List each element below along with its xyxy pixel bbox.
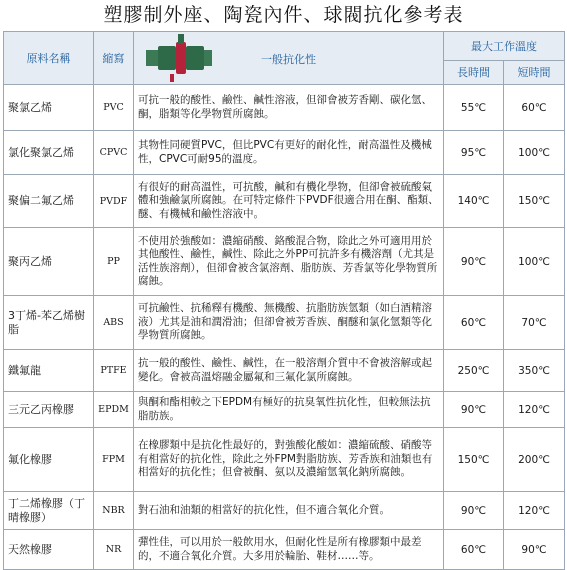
material-abbr: PTFE: [94, 350, 134, 392]
long-time-temp: 140℃: [444, 175, 504, 228]
short-time-temp: 70℃: [504, 296, 565, 350]
short-time-temp: 350℃: [504, 350, 565, 392]
table-row: [4, 392, 565, 428]
material-description: 彈性佳，可以用於一般飲用水，但耐化性是所有橡膠類中最差的，不適合氧化介質。大多用於輪胎、鞋材……等。: [134, 530, 444, 570]
material-name: 三元乙丙橡膠: [4, 392, 94, 428]
short-time-temp: 100℃: [504, 228, 565, 296]
material-name: 氯化聚氯乙烯: [4, 131, 94, 175]
header-property: [134, 32, 444, 85]
short-time-temp: 90℃: [504, 530, 565, 570]
long-time-temp: 90℃: [444, 492, 504, 530]
short-time-temp: 120℃: [504, 492, 565, 530]
short-time-temp: 60℃: [504, 85, 565, 131]
material-abbr: ABS: [94, 296, 134, 350]
table-row: [4, 175, 565, 228]
material-abbr: NBR: [94, 492, 134, 530]
material-description: 對石油和油類的相當好的抗化性，但不適合氧化介質。: [134, 492, 444, 530]
short-time-temp: 150℃: [504, 175, 565, 228]
material-abbr: FPM: [94, 428, 134, 492]
header-property-label: 一般抗化性: [261, 53, 316, 66]
table-row: [4, 85, 565, 131]
material-name: 聚偏二氟乙烯: [4, 175, 94, 228]
material-name: 天然橡膠: [4, 530, 94, 570]
material-abbr: CPVC: [94, 131, 134, 175]
table-row: [4, 350, 565, 392]
material-abbr: PP: [94, 228, 134, 296]
header-abbr: 縮寫: [94, 32, 134, 85]
material-name: 聚氯乙烯: [4, 85, 94, 131]
table-row: [4, 428, 565, 492]
header-long-time: 長時間: [444, 60, 504, 84]
table-row: [4, 131, 565, 175]
material-abbr: PVDF: [94, 175, 134, 228]
header-max-temp: 最大工作溫度: [444, 32, 565, 61]
short-time-temp: 200℃: [504, 428, 565, 492]
material-description: 其物性同硬質PVC，但比PVC有更好的耐化性，耐高溫性及機械性，CPVC可耐95的溫度。: [134, 131, 444, 175]
material-name: 3丁烯-苯乙烯樹脂: [4, 296, 94, 350]
material-abbr: EPDM: [94, 392, 134, 428]
short-time-temp: 120℃: [504, 392, 565, 428]
material-name: 聚丙乙烯: [4, 228, 94, 296]
chemical-resistance-table: [3, 31, 565, 570]
header-short-time: 短時間: [504, 60, 565, 84]
material-name: 鐵氟龍: [4, 350, 94, 392]
long-time-temp: 90℃: [444, 392, 504, 428]
material-description: 與酮和酯相較之下EPDM有極好的抗臭氧性抗化性，但較無法抗脂肪族。: [134, 392, 444, 428]
long-time-temp: 55℃: [444, 85, 504, 131]
material-description: 有很好的耐高溫性，可抗酸，鹹和有機化學物，但卻會被硫酸氣體和強鹼氯所腐蝕。在可特定條件下PVDF很適合用在酮、酯類、醚、有機械和鹼性溶液中。: [134, 175, 444, 228]
material-name: 丁二烯橡膠（丁晴橡膠）: [4, 492, 94, 530]
material-description: 可抗一般的酸性、鹼性、鹹性溶液，但卻會被芳香剛、碳化氫、酮，脂類等化學物質所腐蝕。: [134, 85, 444, 131]
long-time-temp: 60℃: [444, 296, 504, 350]
table-row: [4, 492, 565, 530]
page-title: 塑膠制外座、陶瓷內件、球閥抗化參考表: [103, 4, 464, 26]
header-material: 原料名稱: [4, 32, 94, 85]
header-row: [4, 32, 565, 61]
long-time-temp: 90℃: [444, 228, 504, 296]
long-time-temp: 60℃: [444, 530, 504, 570]
long-time-temp: 250℃: [444, 350, 504, 392]
long-time-temp: 150℃: [444, 428, 504, 492]
long-time-temp: 95℃: [444, 131, 504, 175]
material-description: 抗一般的酸性、鹼性、鹹性，在一般溶劑介質中不會被溶解或起變化。會被高溫熔融金屬氟和三氟化氯所腐蝕。: [134, 350, 444, 392]
material-abbr: NR: [94, 530, 134, 570]
table-row: [4, 530, 565, 570]
table-row: [4, 296, 565, 350]
material-abbr: PVC: [94, 85, 134, 131]
material-description: 在橡膠類中是抗化性最好的，對強酸化酸如：濃縮硫酸、硝酸等有相當好的抗化性，除此之外FPM對脂肪族、芳香族和油類也有相當好的抗化性；但會被酮、氨以及濃縮氫氧化鈉所腐蝕。: [134, 428, 444, 492]
material-description: 可抗鹼性、抗稀釋有機酸、無機酸、抗脂肪族氫類（如白酒精溶液）尤其是油和潤滑油；但卻會被芳香族、酮醚和氯化氫類等化學物質所腐蝕。: [134, 296, 444, 350]
material-description: 不使用於強酸如：濃縮硝酸、鉻酸混合物，除此之外可適用用於其他酸性、鹼性，鹹性、除此之外PP可抗許多有機溶劑（尤其是活性族溶劑），但卻會被含氯溶劑、脂肪族、芳香氯等化學物質所腐蝕。: [134, 228, 444, 296]
material-name: 氟化橡膠: [4, 428, 94, 492]
table-row: [4, 228, 565, 296]
short-time-temp: 100℃: [504, 131, 565, 175]
